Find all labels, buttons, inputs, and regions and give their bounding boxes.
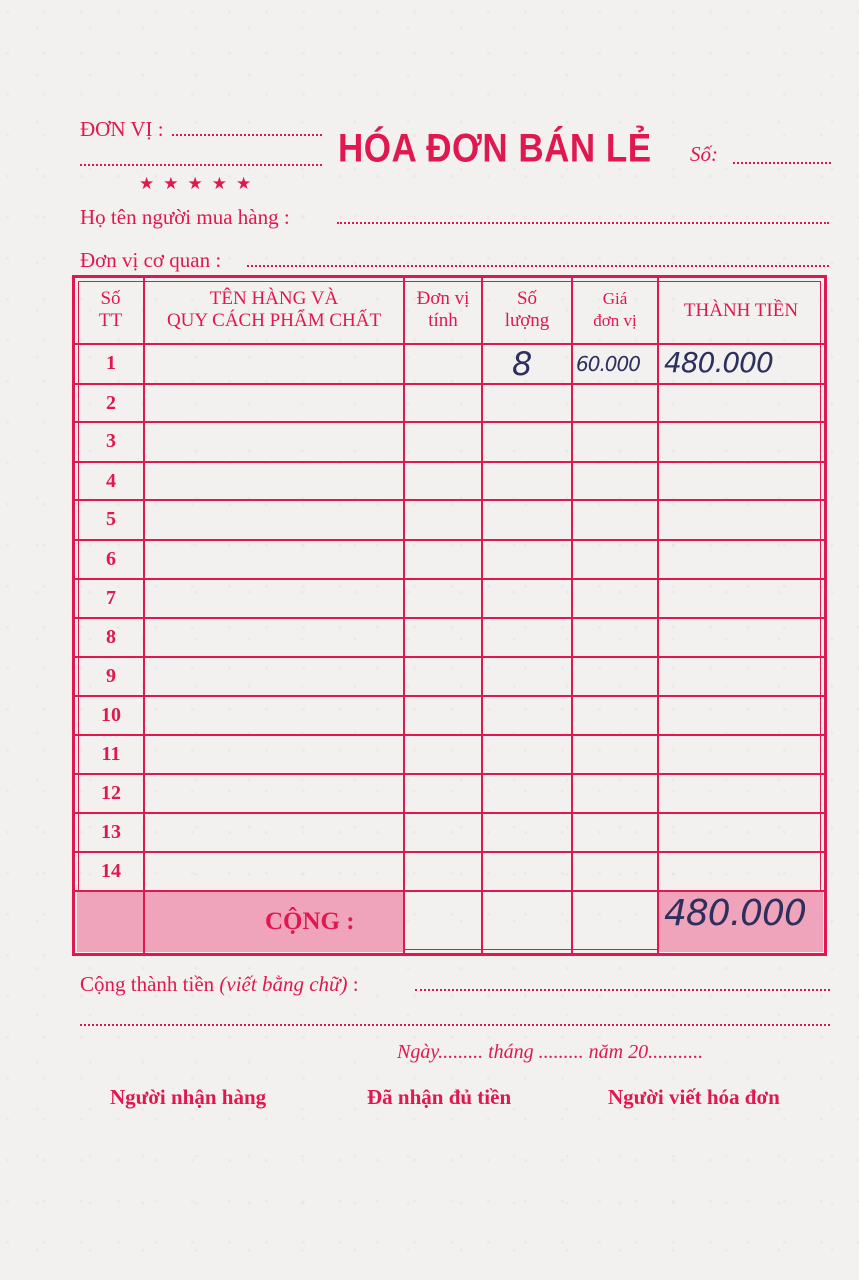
stars-decoration: ★★★★★ — [139, 174, 261, 193]
header-don-vi-tinh: Đơn vị tính — [416, 288, 470, 331]
header-ten-hang: TÊN HÀNG VÀ QUY CÁCH PHẨM CHẤT — [166, 288, 382, 331]
signature-paid: Đã nhận đủ tiền — [367, 1085, 512, 1109]
invoice-title: HÓA ĐƠN BÁN LẺ — [338, 126, 652, 171]
row-divider — [75, 812, 824, 814]
row-divider — [75, 695, 824, 697]
row-number: 9 — [106, 665, 116, 687]
row-number: 6 — [106, 548, 116, 570]
signature-receiver: Người nhận hàng — [110, 1085, 267, 1109]
row-divider — [75, 383, 824, 385]
row-number: 7 — [106, 587, 116, 609]
row-divider — [75, 578, 824, 580]
row-divider — [75, 890, 824, 892]
so-label: Số: — [690, 142, 718, 166]
row1-unit-price: 60.000 — [576, 352, 640, 376]
row-divider — [75, 734, 824, 736]
don-vi-label: ĐƠN VỊ : — [80, 117, 164, 141]
row-number: 12 — [101, 782, 121, 804]
row-number: 14 — [101, 860, 121, 882]
total-label: CỘNG : — [265, 908, 355, 935]
date-line: Ngày......... tháng ......... năm 20........... — [397, 1041, 704, 1063]
total-amount: 480.000 — [664, 893, 806, 934]
row-divider — [75, 851, 824, 853]
row-number: 3 — [106, 430, 116, 452]
row-divider — [75, 656, 824, 658]
row-divider — [75, 343, 824, 345]
row1-quantity: 8 — [512, 345, 533, 383]
row-divider — [75, 617, 824, 619]
row1-amount: 480.000 — [664, 346, 773, 379]
row-divider — [75, 421, 824, 423]
header-gia-don-vi: Giá đơn vị — [593, 289, 637, 330]
header-so-tt: Số TT — [98, 288, 123, 331]
row-number: 13 — [101, 821, 121, 843]
row-number: 11 — [101, 743, 121, 765]
in-words-line-2 — [80, 1024, 830, 1026]
in-words-line — [415, 989, 830, 991]
row-number: 5 — [106, 508, 116, 530]
buyer-label: Họ tên người mua hàng : — [80, 205, 290, 229]
row-number: 4 — [106, 470, 116, 492]
row-number: 8 — [106, 626, 116, 648]
org-line — [247, 265, 829, 267]
row-divider — [75, 499, 824, 501]
signature-writer: Người viết hóa đơn — [608, 1085, 780, 1109]
row-number: 1 — [106, 352, 116, 374]
header-thanh-tien: THÀNH TIỀN — [683, 300, 799, 321]
row-divider — [75, 461, 824, 463]
org-label: Đơn vị cơ quan : — [80, 248, 222, 272]
row-number: 2 — [106, 392, 116, 414]
row-divider — [75, 773, 824, 775]
don-vi-line-2 — [80, 164, 322, 166]
header-so-luong: Số lượng — [504, 288, 550, 331]
row-number: 10 — [101, 704, 121, 726]
buyer-line — [337, 222, 829, 224]
in-words-label: Cộng thành tiền (viết bằng chữ) : — [80, 972, 359, 996]
row-divider — [75, 539, 824, 541]
don-vi-line — [172, 134, 322, 136]
so-line — [733, 162, 831, 164]
